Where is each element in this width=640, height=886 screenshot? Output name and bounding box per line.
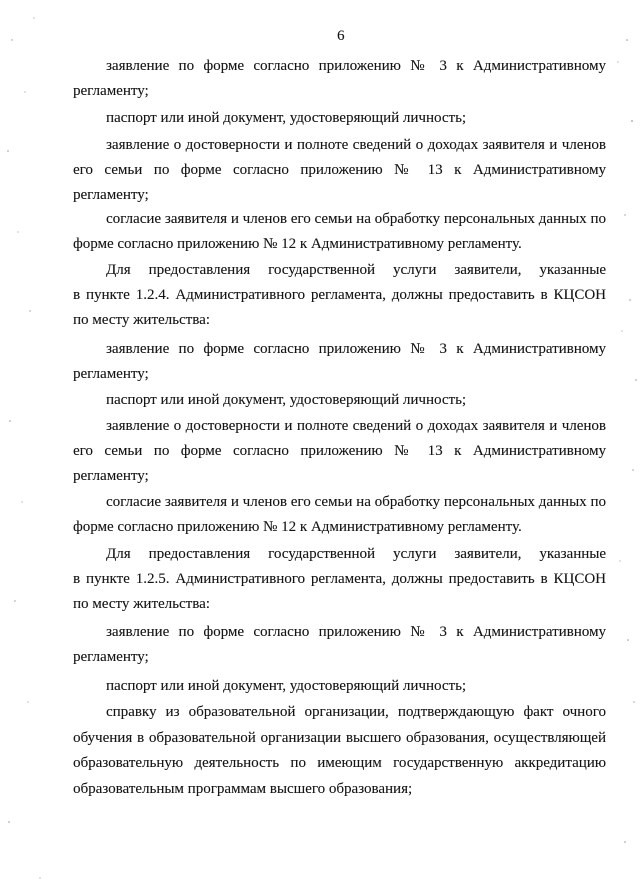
- text-line: форме согласно приложению № 12 к Административному регламенту.: [73, 236, 522, 252]
- document-item-passport: [73, 106, 606, 131]
- text-line: образовательным программам высшего образования;: [73, 780, 413, 797]
- text-line: заявление о достоверности и полноте сведений о доходах заявителя и членов: [106, 137, 606, 153]
- text-line: его семьи по форме согласно приложению № 13 к Административному: [73, 443, 606, 459]
- document-item-data-consent: [73, 490, 606, 540]
- text-line: Для предоставления государственной услуги заявители, указанные: [106, 546, 606, 562]
- text-line: согласие заявителя и членов его семьи на обработку персональных данных по: [106, 211, 606, 227]
- text-line: обучения в образовательной организации высшего образования, осуществляющей: [73, 729, 606, 746]
- text-line: по месту жительства:: [73, 312, 210, 328]
- document-item-passport: [73, 388, 606, 413]
- document-item-education-certificate: [73, 700, 606, 802]
- document-item-application-form: [73, 337, 606, 387]
- text-line: регламенту;: [73, 468, 149, 484]
- text-line: заявление по форме согласно приложению № 3 к Административному: [106, 341, 606, 357]
- text-line: Для предоставления государственной услуги заявители, указанные: [106, 262, 606, 278]
- document-item-data-consent: [73, 207, 606, 257]
- text-line: его семьи по форме согласно приложению № 13 к Административному: [73, 162, 606, 178]
- text-line: справку из образовательной организации, подтверждающую факт очного: [106, 704, 606, 720]
- text-line: регламенту;: [73, 366, 149, 382]
- document-item-passport: [73, 674, 606, 699]
- page-number: 6: [337, 28, 345, 44]
- text-line: форме согласно приложению № 12 к Административному регламенту.: [73, 519, 522, 535]
- text-line: регламенту;: [73, 187, 149, 203]
- text-line: образовательную деятельность по имеющим государственную аккредитацию: [73, 755, 606, 771]
- text-line: паспорт или иной документ, удостоверяющий личность;: [106, 678, 467, 694]
- text-line: заявление по форме согласно приложению № 3 к Административному: [106, 58, 606, 74]
- text-line: паспорт или иной документ, удостоверяющий личность;: [106, 392, 467, 408]
- requirements-intro: [73, 542, 606, 617]
- text-line: заявление о достоверности и полноте сведений о доходах заявителя и членов: [106, 418, 606, 434]
- document-item-application-form: [73, 620, 606, 670]
- text-line: по месту жительства:: [73, 596, 210, 612]
- text-line: в пункте 1.2.4. Административного регламента, должны предоставить в КЦСОН: [73, 287, 606, 303]
- requirements-intro: [73, 258, 606, 333]
- document-item-income-statement: [73, 133, 606, 208]
- text-line: паспорт или иной документ, удостоверяющий личность;: [106, 110, 467, 126]
- text-line: в пункте 1.2.5. Административного регламента, должны предоставить в КЦСОН: [73, 571, 606, 587]
- document-item-application-form: [73, 54, 606, 104]
- document-item-income-statement: [73, 414, 606, 489]
- text-line: регламенту;: [73, 83, 149, 99]
- text-line: заявление по форме согласно приложению № 3 к Административному: [106, 624, 606, 640]
- text-line: согласие заявителя и членов его семьи на обработку персональных данных по: [106, 494, 606, 510]
- text-line: регламенту;: [73, 649, 149, 665]
